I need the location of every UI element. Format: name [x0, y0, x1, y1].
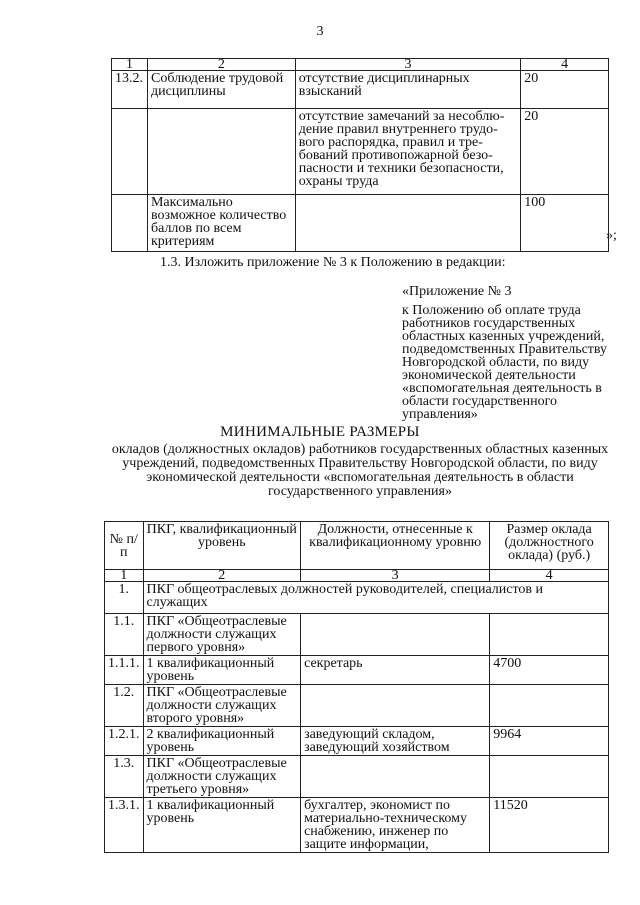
criterion-description — [295, 195, 521, 252]
row-number — [112, 109, 148, 195]
document-title: МИНИМАЛЬНЫЕ РАЗМЕРЫ — [220, 424, 420, 440]
table-row — [112, 71, 609, 109]
table-row — [105, 798, 609, 853]
header-cell: ПКГ, квалификационный уровень — [143, 522, 301, 570]
row-number: 1.2. — [105, 685, 144, 727]
salary: 11520 — [490, 798, 609, 853]
group-name: ПКГ «Общеотраслевые должности служащих второго уровня» — [143, 685, 301, 727]
header-cell: 3 — [295, 59, 521, 71]
table-row — [105, 656, 609, 685]
table-header-row — [112, 59, 609, 71]
salary: 9964 — [490, 727, 609, 756]
header-cell: 4 — [521, 59, 609, 71]
annex-block — [402, 285, 617, 421]
document-subtitle: окладов (должностных окладов) работников государственных областных казенных учреждений, подведомственных Правительству Новгородской области, по виду экономической деятельности «вспомогательная деятельность в области государственного управления» — [111, 442, 609, 499]
header-cell: № п/п — [105, 522, 144, 570]
page-number: 3 — [316, 24, 324, 39]
positions: секретарь — [301, 656, 490, 685]
level-name: 1 квалификационный уровень — [143, 656, 301, 685]
header-cell: Размер оклада (должностного оклада) (руб.) — [490, 522, 609, 570]
closing-quote: »; — [606, 228, 617, 243]
annex-title: «Приложение № 3 — [402, 284, 512, 299]
row-number: 1. — [105, 582, 144, 614]
table-header-row — [105, 522, 609, 570]
group-name: ПКГ «Общеотраслевые должности служащих третьего уровня» — [143, 756, 301, 798]
row-number: 1.3. — [105, 756, 144, 798]
criterion-points: 20 — [521, 71, 609, 109]
criterion-name: Соблюдение трудовой дисциплины — [147, 71, 295, 109]
positions — [301, 614, 490, 656]
criterion-points: 100 — [521, 195, 609, 252]
criterion-name — [147, 109, 295, 195]
header-cell: Должности, отнесенные к квалификационному уровню — [301, 522, 490, 570]
row-number — [112, 195, 148, 252]
positions: заведующий складом, заведующий хозяйством — [301, 727, 490, 756]
table-row — [105, 582, 609, 614]
criterion-points: 20 — [521, 109, 609, 195]
table-row — [105, 756, 609, 798]
criteria-table — [111, 58, 609, 252]
group-name: ПКГ «Общеотраслевые должности служащих первого уровня» — [143, 614, 301, 656]
index-cell: 4 — [490, 570, 609, 582]
positions: бухгалтер, экономист по материально-техническому снабжению, инженер по защите информации, — [301, 798, 490, 853]
salary — [490, 756, 609, 798]
table-row — [105, 685, 609, 727]
table-row — [105, 727, 609, 756]
row-number: 1.3.1. — [105, 798, 144, 853]
level-name: 2 квалификационный уровень — [143, 727, 301, 756]
salary: 4700 — [490, 656, 609, 685]
header-cell: 1 — [112, 59, 148, 71]
criterion-description: отсутствие замечаний за несоблю-дение правил внутреннего трудо-вого распорядка, правил и тре-бований противопожарной безо-пасности и техники безопасности, охраны труда — [295, 109, 521, 195]
level-name: 1 квалификационный уровень — [143, 798, 301, 853]
annex-text: к Положению об оплате труда работников государственных областных казенных учреждений, подведомственных Правительству Новгородской области, по виду экономической деятельности «вспомогательная деятельность в области государственного управления» — [402, 303, 608, 422]
table-row — [112, 195, 609, 252]
criterion-name: Максимально возможное количество баллов по всем критериям — [147, 195, 295, 252]
clause-text: 1.3. Изложить приложение № 3 к Положению в редакции: — [160, 255, 506, 270]
table-row — [105, 614, 609, 656]
index-cell: 3 — [301, 570, 490, 582]
group-name: ПКГ общеотраслевых должностей руководителей, специалистов и служащих — [143, 582, 609, 614]
positions — [301, 756, 490, 798]
row-number: 1.1. — [105, 614, 144, 656]
row-number: 1.2.1. — [105, 727, 144, 756]
table-row — [112, 109, 609, 195]
salary — [490, 685, 609, 727]
positions — [301, 685, 490, 727]
salary — [490, 614, 609, 656]
row-number: 1.1.1. — [105, 656, 144, 685]
salary-table — [104, 521, 609, 853]
criterion-description: отсутствие дисциплинарных взысканий — [295, 71, 521, 109]
index-cell: 2 — [143, 570, 301, 582]
row-number: 13.2. — [112, 71, 148, 109]
table-index-row — [105, 570, 609, 582]
index-cell: 1 — [105, 570, 144, 582]
header-cell: 2 — [147, 59, 295, 71]
